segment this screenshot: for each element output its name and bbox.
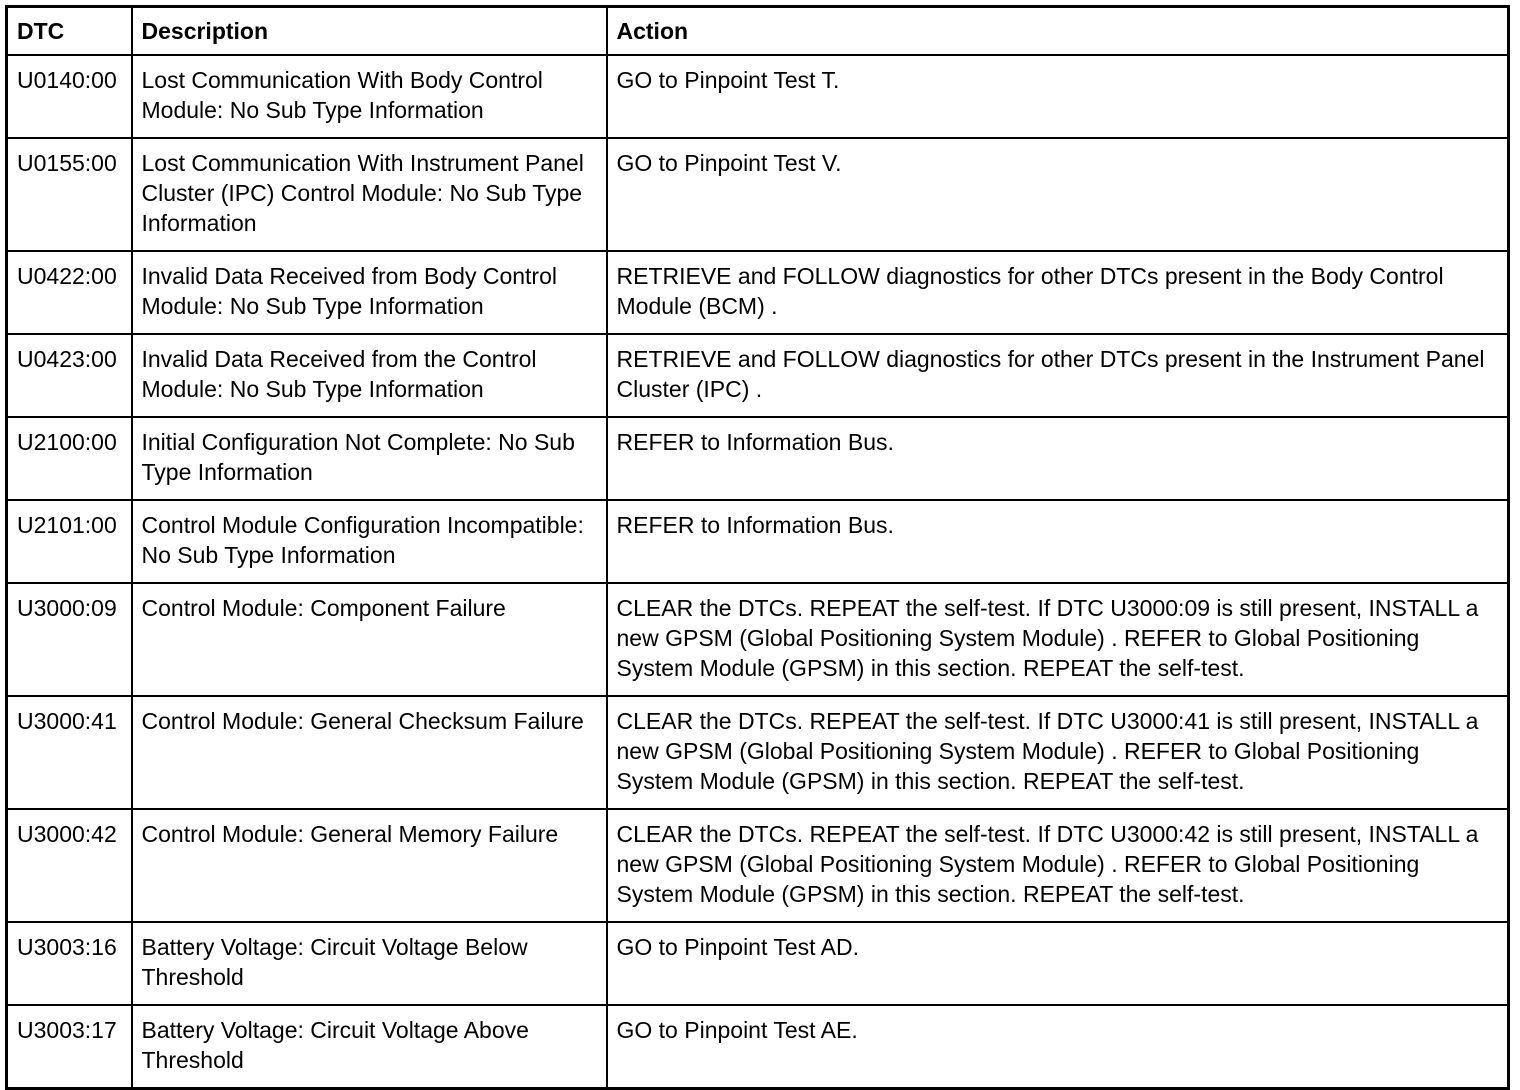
dtc-table	[5, 5, 1510, 1090]
dtc-description: Control Module Configuration Incompatible: No Sub Type Information	[132, 500, 607, 583]
dtc-action: RETRIEVE and FOLLOW diagnostics for other DTCs present in the Instrument Panel Cluster (IPC) .	[607, 334, 1509, 417]
dtc-action: CLEAR the DTCs. REPEAT the self-test. If DTC U3000:41 is still present, INSTALL a new GPSM (Global Positioning System Module) . REFER to Global Positioning System Module (GPSM) in this section. REPEAT the self-test.	[607, 696, 1509, 809]
table-header	[7, 7, 1509, 56]
table-row	[7, 417, 1509, 500]
dtc-code: U0155:00	[7, 138, 132, 251]
dtc-description: Battery Voltage: Circuit Voltage Below Threshold	[132, 922, 607, 1005]
table-row	[7, 1005, 1509, 1089]
table-body	[7, 55, 1509, 1089]
dtc-code: U2101:00	[7, 500, 132, 583]
dtc-code: U0423:00	[7, 334, 132, 417]
table-row	[7, 583, 1509, 696]
dtc-action: RETRIEVE and FOLLOW diagnostics for other DTCs present in the Body Control Module (BCM) .	[607, 251, 1509, 334]
dtc-action: CLEAR the DTCs. REPEAT the self-test. If DTC U3000:09 is still present, INSTALL a new GPSM (Global Positioning System Module) . REFER to Global Positioning System Module (GPSM) in this section. REPEAT the self-test.	[607, 583, 1509, 696]
dtc-code: U3003:17	[7, 1005, 132, 1089]
table-row	[7, 138, 1509, 251]
table-row	[7, 334, 1509, 417]
dtc-action: GO to Pinpoint Test V.	[607, 138, 1509, 251]
dtc-action: GO to Pinpoint Test AE.	[607, 1005, 1509, 1089]
dtc-code: U3003:16	[7, 922, 132, 1005]
dtc-description: Battery Voltage: Circuit Voltage Above Threshold	[132, 1005, 607, 1089]
table-row	[7, 809, 1509, 922]
dtc-action: REFER to Information Bus.	[607, 417, 1509, 500]
table-row	[7, 696, 1509, 809]
header-dtc: DTC	[7, 7, 132, 56]
header-row	[7, 7, 1509, 56]
dtc-description: Control Module: Component Failure	[132, 583, 607, 696]
dtc-description: Lost Communication With Body Control Module: No Sub Type Information	[132, 55, 607, 138]
dtc-code: U3000:42	[7, 809, 132, 922]
dtc-code: U3000:41	[7, 696, 132, 809]
header-action: Action	[607, 7, 1509, 56]
dtc-action: REFER to Information Bus.	[607, 500, 1509, 583]
dtc-code: U3000:09	[7, 583, 132, 696]
dtc-code: U0422:00	[7, 251, 132, 334]
dtc-code: U0140:00	[7, 55, 132, 138]
dtc-description: Initial Configuration Not Complete: No Sub Type Information	[132, 417, 607, 500]
dtc-action: GO to Pinpoint Test T.	[607, 55, 1509, 138]
table-row	[7, 922, 1509, 1005]
dtc-code: U2100:00	[7, 417, 132, 500]
header-description: Description	[132, 7, 607, 56]
dtc-description: Control Module: General Memory Failure	[132, 809, 607, 922]
dtc-description: Lost Communication With Instrument Panel Cluster (IPC) Control Module: No Sub Type Information	[132, 138, 607, 251]
table-row	[7, 500, 1509, 583]
dtc-description: Invalid Data Received from Body Control Module: No Sub Type Information	[132, 251, 607, 334]
dtc-description: Control Module: General Checksum Failure	[132, 696, 607, 809]
dtc-action: GO to Pinpoint Test AD.	[607, 922, 1509, 1005]
dtc-description: Invalid Data Received from the Control Module: No Sub Type Information	[132, 334, 607, 417]
table-row	[7, 251, 1509, 334]
table-row	[7, 55, 1509, 138]
dtc-action: CLEAR the DTCs. REPEAT the self-test. If DTC U3000:42 is still present, INSTALL a new GPSM (Global Positioning System Module) . REFER to Global Positioning System Module (GPSM) in this section. REPEAT the self-test.	[607, 809, 1509, 922]
